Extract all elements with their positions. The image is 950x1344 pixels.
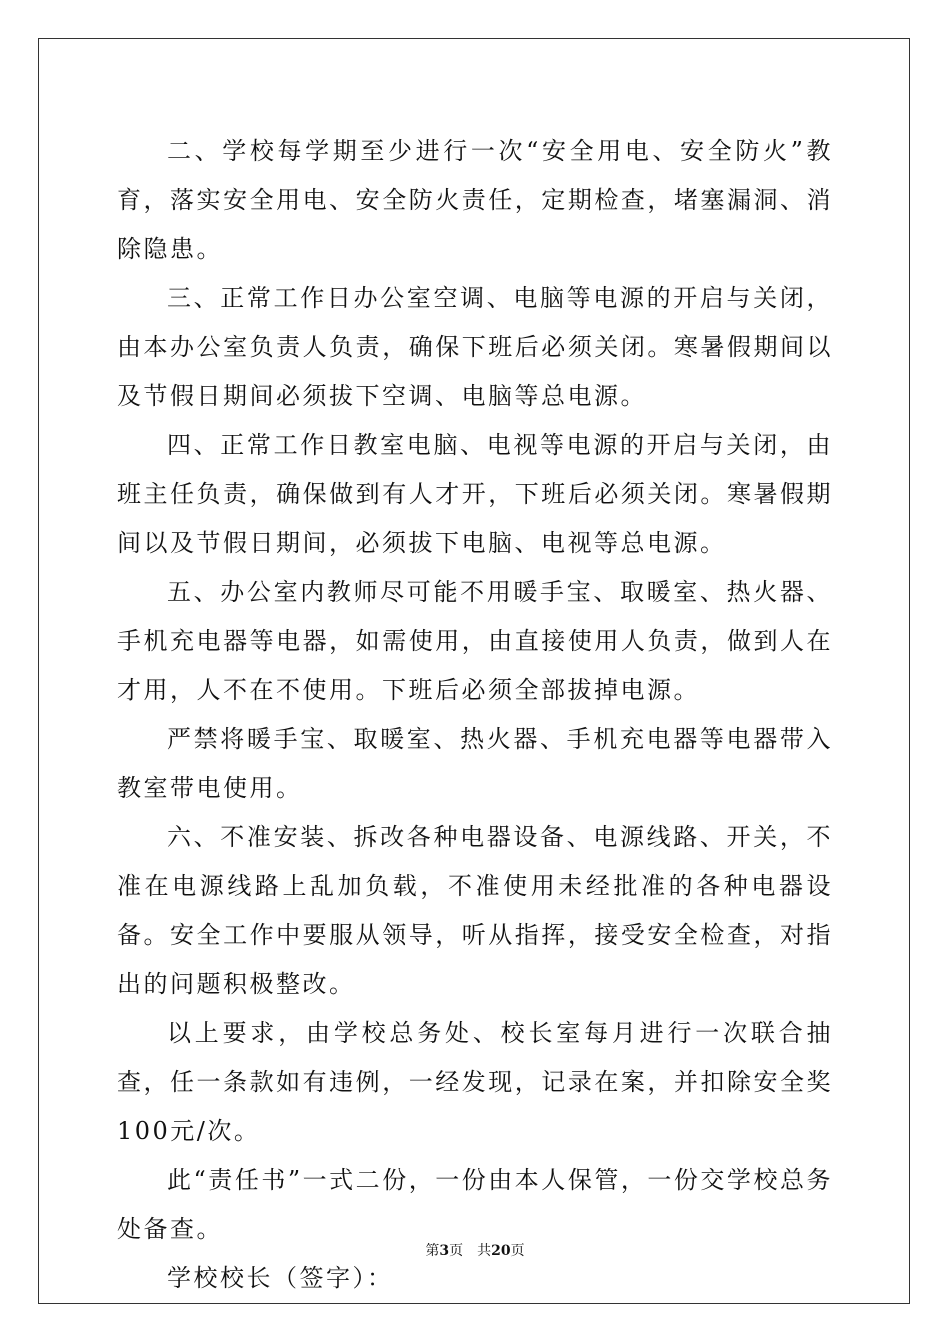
page-suffix: 页 (449, 1243, 464, 1259)
paragraph-5: 五、办公室内教师尽可能不用暖手宝、取暖室、热火器、手机充电器等电器，如需使用，由直接使用人负责，做到人在才用，人不在不使用。下班后必须全部拔掉电源。 (117, 578, 833, 704)
paragraph-6: 六、不准安装、拆改各种电器设备、电源线路、开关，不准在电源线路上乱加负载，不准使用未经批准的各种电器设备。安全工作中要服从领导，听从指挥，接受安全检查，对指出的问题积极整改。 (117, 823, 833, 998)
paragraph-3: 三、正常工作日办公室空调、电脑等电源的开启与关闭，由本办公室负责人负责，确保下班后必须关闭。寒暑假期间以及节假日期间必须拔下空调、电脑等总电源。 (117, 284, 833, 410)
paragraph-prohibition: 严禁将暖手宝、取暖室、热火器、手机充电器等电器带入教室带电使用。 (117, 725, 833, 802)
paragraph-2: 二、学校每学期至少进行一次“安全用电、安全防火”教育，落实安全用电、安全防火责任，定期检查，堵塞漏洞、消除隐患。 (117, 137, 833, 263)
total-prefix: 共 (477, 1243, 492, 1259)
document-body (117, 127, 833, 1303)
page-footer (0, 1240, 950, 1260)
paragraph-4: 四、正常工作日教室电脑、电视等电源的开启与关闭，由班主任负责，确保做到有人才开，下班后必须关闭。寒暑假期间以及节假日期间，必须拔下电脑、电视等总电源。 (117, 431, 833, 557)
total-suffix: 页 (510, 1243, 525, 1259)
page-prefix: 第 (425, 1243, 440, 1259)
paragraph-copies: 此“责任书”一式二份，一份由本人保管，一份交学校总务处备查。 (117, 1166, 833, 1243)
signature-line: 学校校长（签字）： (167, 1264, 394, 1292)
page-number: 3 (439, 1243, 450, 1259)
paragraph-requirements: 以上要求，由学校总务处、校长室每月进行一次联合抽查，任一条款如有违例，一经发现，记录在案，并扣除安全奖100元/次。 (117, 1019, 833, 1145)
total-pages: 20 (491, 1243, 511, 1259)
